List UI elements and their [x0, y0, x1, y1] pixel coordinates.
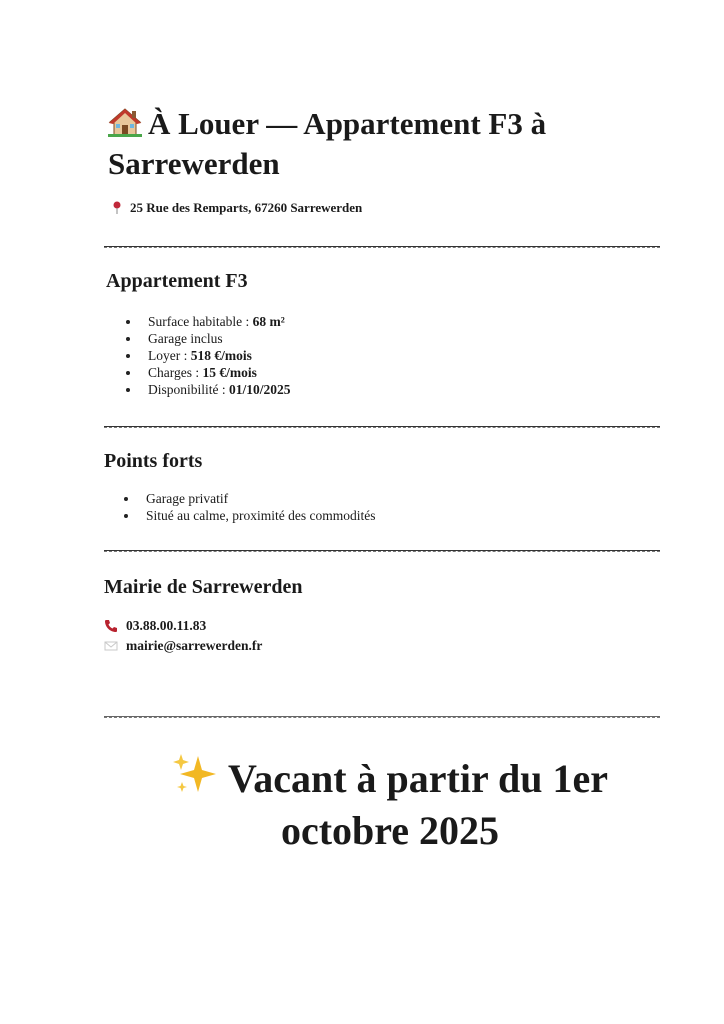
- pin-icon: [112, 201, 122, 215]
- list-item: Garage privatif: [122, 490, 375, 507]
- page-title: [108, 104, 668, 184]
- list-item: Garage inclus: [124, 330, 291, 347]
- highlights-heading: Points forts: [104, 450, 203, 472]
- divider: [104, 716, 660, 718]
- list-item: Surface habitable : 68 m²: [124, 313, 291, 330]
- highlights-list: [122, 490, 375, 524]
- contact-heading: Mairie de Sarrewerden: [104, 576, 303, 598]
- availability-text: Vacant à partir du 1er octobre 2025: [228, 756, 608, 853]
- apartment-details-list: [124, 313, 291, 398]
- divider: [104, 550, 660, 552]
- email-address: mairie@sarrewerden.fr: [126, 638, 263, 653]
- page-title-text: À Louer — Appartement F3 à Sarrewerden: [108, 106, 547, 181]
- address-text: 25 Rue des Remparts, 67260 Sarrewerden: [130, 200, 363, 215]
- sparkles-icon: [172, 752, 218, 796]
- house-icon: [108, 107, 142, 137]
- divider: [104, 426, 660, 428]
- list-item: Situé au calme, proximité des commodités: [122, 507, 375, 524]
- envelope-icon: [104, 640, 118, 652]
- apartment-heading: Appartement F3: [106, 270, 248, 292]
- contact-email: [104, 638, 262, 654]
- contact-phone: [104, 618, 206, 634]
- phone-number: 03.88.00.11.83: [126, 618, 207, 633]
- list-item: Loyer : 518 €/mois: [124, 347, 291, 364]
- availability-banner: [140, 752, 640, 857]
- list-item: Charges : 15 €/mois: [124, 364, 291, 381]
- address-line: [112, 200, 362, 216]
- phone-icon: [104, 619, 118, 633]
- divider: [104, 246, 660, 248]
- list-item: Disponibilité : 01/10/2025: [124, 381, 291, 398]
